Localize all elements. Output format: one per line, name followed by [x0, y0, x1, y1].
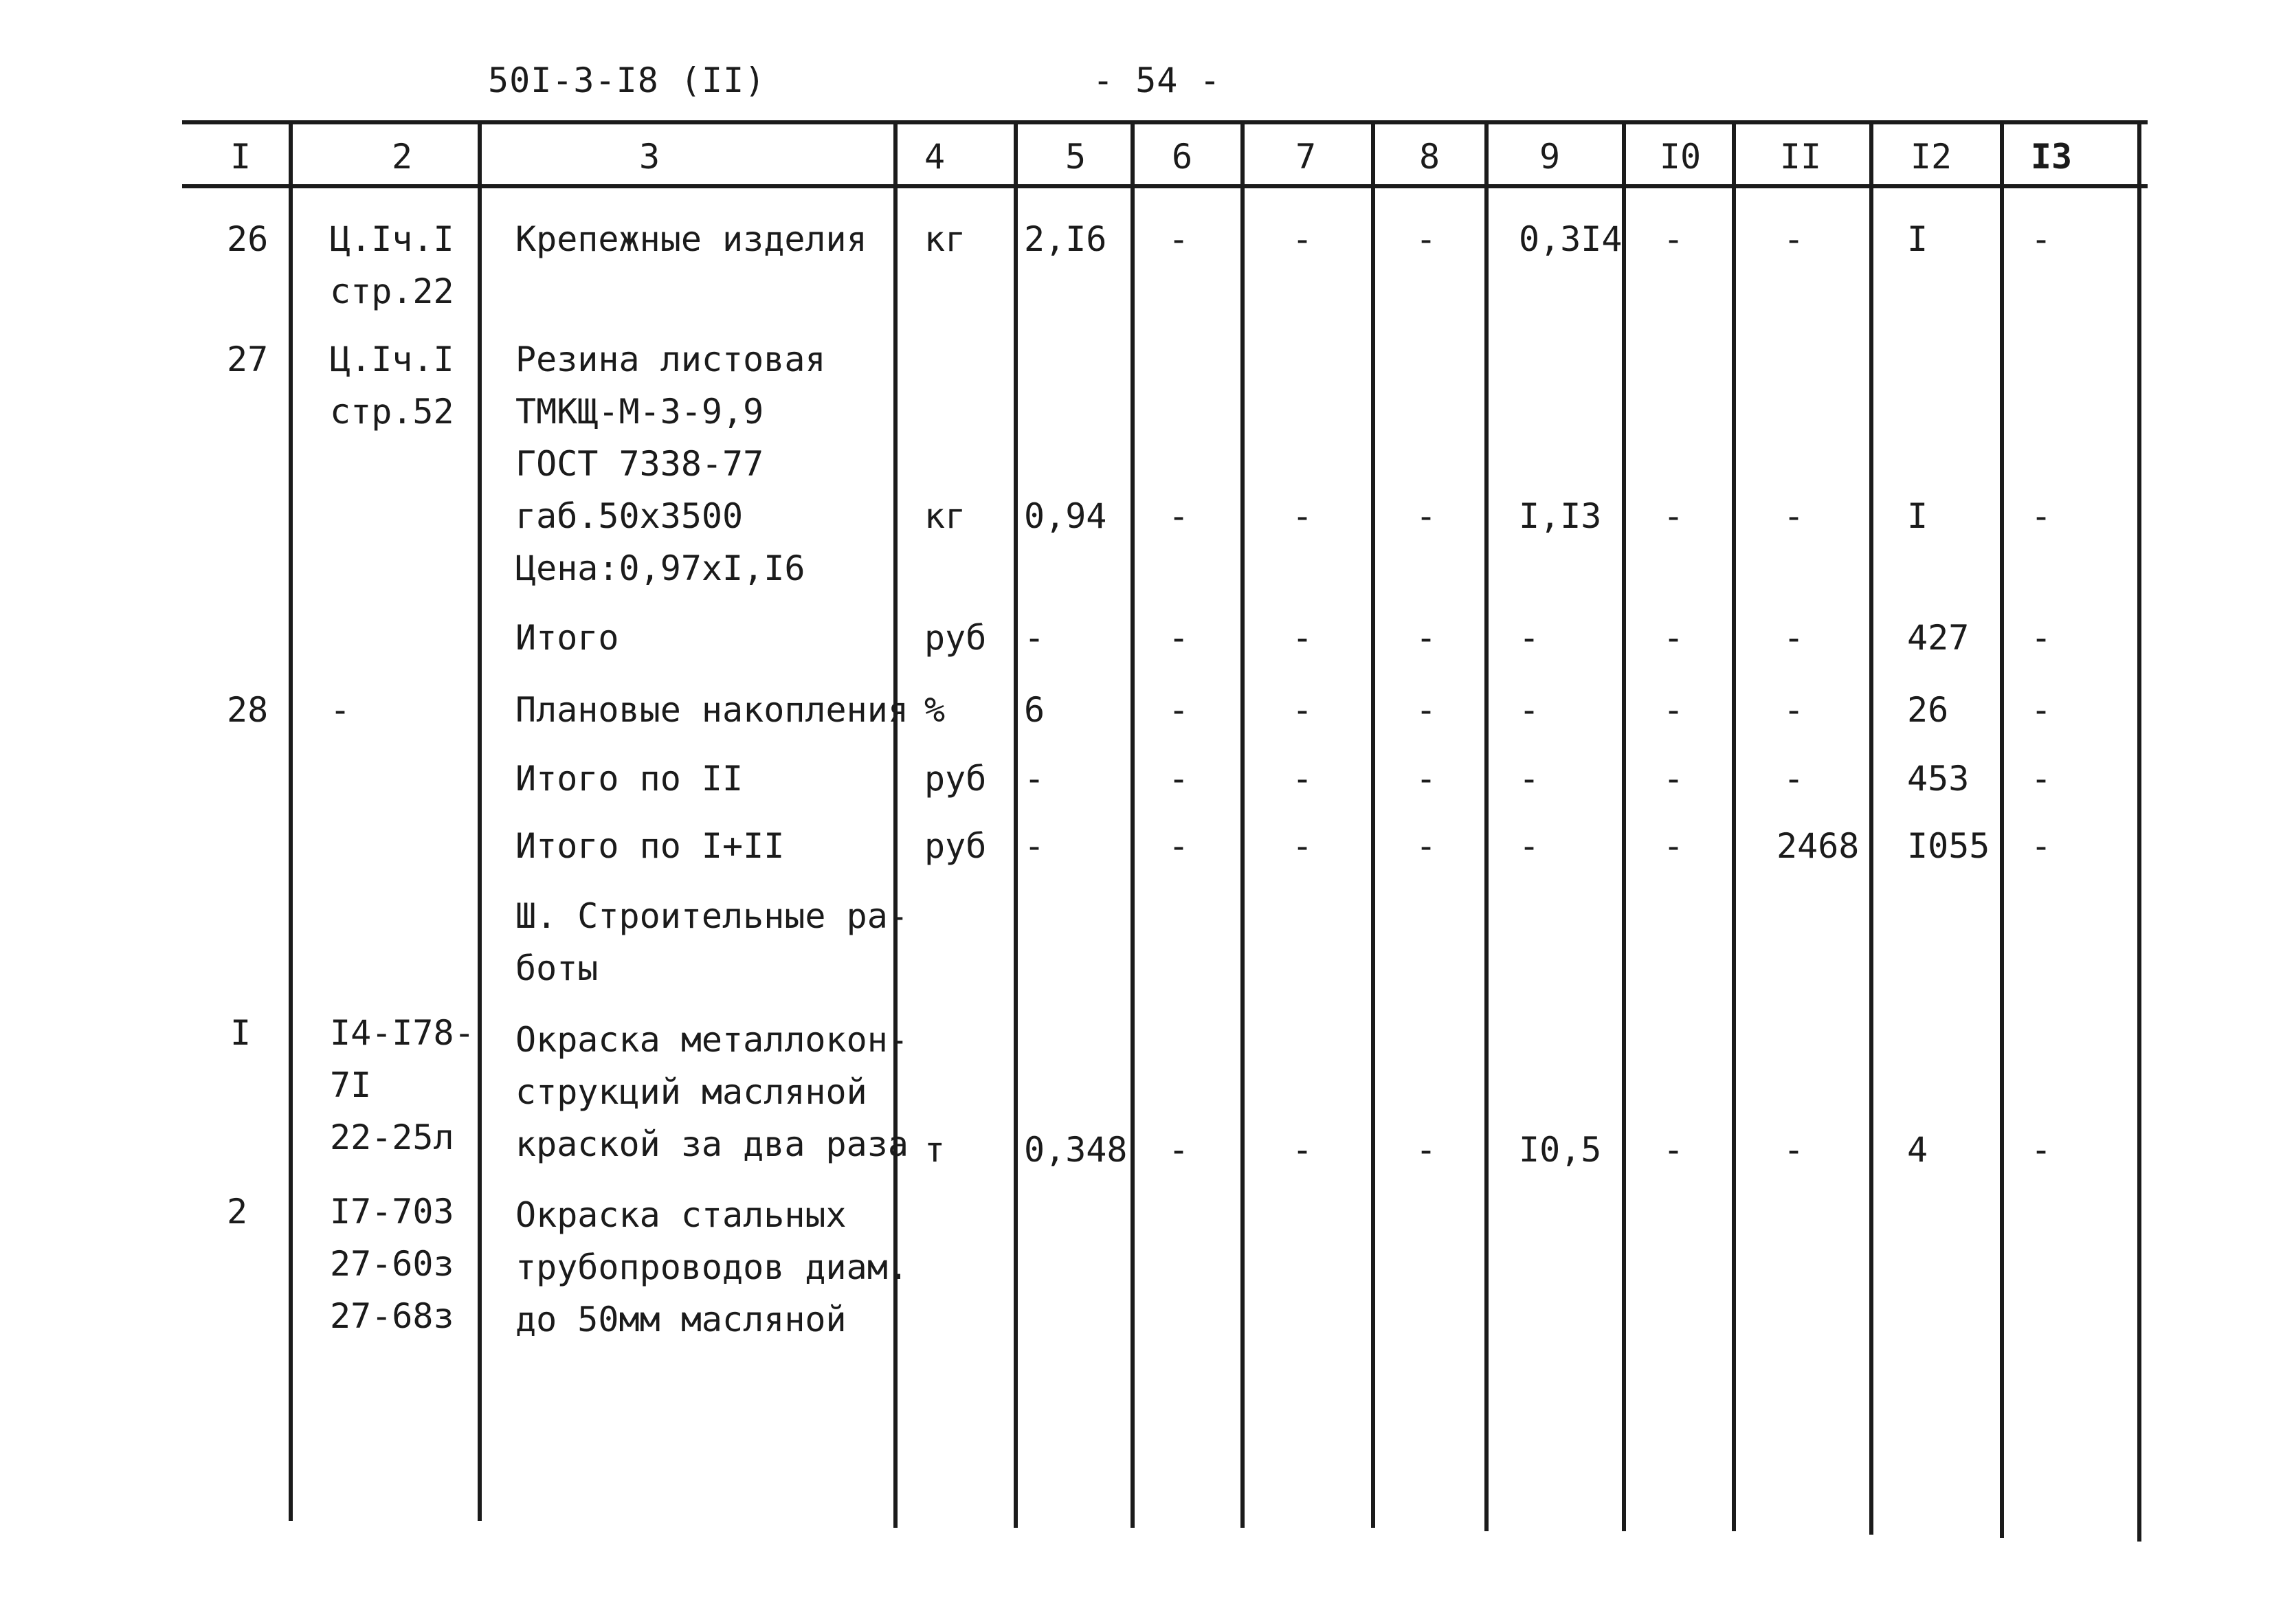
col6-value: - — [1168, 496, 1190, 536]
col5-value: 0,94 — [1024, 496, 1107, 536]
unit: % — [924, 690, 946, 730]
col6-value: - — [1168, 759, 1190, 799]
col7-value: - — [1292, 690, 1313, 730]
price-reference: Ц.Iч.I стр.52 — [330, 340, 454, 432]
col5-value: 2,I6 — [1024, 219, 1107, 259]
col5-value: - — [1024, 826, 1045, 866]
col11-value: - — [1783, 618, 1805, 658]
unit: руб — [924, 618, 987, 658]
unit: руб — [924, 826, 987, 866]
item-name: Итого по I+II — [515, 826, 785, 866]
col9-value: - — [1519, 759, 1540, 799]
column-divider — [1371, 122, 1375, 1528]
item-name: Итого — [515, 618, 619, 658]
col12-value: 26 — [1907, 690, 1949, 730]
col6-value: - — [1168, 219, 1190, 259]
row-number: 2 — [227, 1192, 248, 1232]
col13-value: - — [2031, 759, 2052, 799]
document-code: 50I-3-I8 (II) — [488, 60, 766, 100]
item-name: Плановые накопления — [515, 690, 909, 730]
price-reference: I4-I78- 7I 22-25л — [330, 1013, 475, 1157]
column-number: 7 — [1295, 137, 1317, 177]
col13-value: - — [2031, 1130, 2052, 1170]
column-number: I0 — [1659, 137, 1702, 177]
col11-value: - — [1783, 219, 1805, 259]
column-divider — [2000, 122, 2004, 1538]
row-number: I — [230, 1013, 252, 1053]
col10-value: - — [1663, 496, 1684, 536]
col8-value: - — [1416, 690, 1437, 730]
column-divider — [1131, 122, 1135, 1528]
item-name: Крепежные изделия — [515, 219, 867, 259]
col8-value: - — [1416, 496, 1437, 536]
col8-value: - — [1416, 618, 1437, 658]
column-number: 8 — [1418, 137, 1440, 177]
unit: т — [924, 1130, 946, 1170]
page-number: - 54 - — [1093, 60, 1221, 100]
header-bottom-rule — [182, 184, 2148, 188]
col8-value: - — [1416, 826, 1437, 866]
col9-value: - — [1519, 826, 1540, 866]
col9-value: - — [1519, 690, 1540, 730]
column-number: 3 — [638, 137, 660, 177]
row-number: 28 — [227, 690, 269, 730]
column-divider — [1014, 122, 1018, 1528]
col12-value: I055 — [1907, 826, 1990, 866]
col7-value: - — [1292, 219, 1313, 259]
col13-value: - — [2031, 618, 2052, 658]
col12-value: 453 — [1907, 759, 1970, 799]
column-divider — [289, 122, 293, 1521]
col12-value: I — [1907, 496, 1928, 536]
col5-value: - — [1024, 759, 1045, 799]
column-number: 5 — [1065, 137, 1087, 177]
price-reference: Ц.Iч.I стр.22 — [330, 219, 454, 311]
col10-value: - — [1663, 219, 1684, 259]
col6-value: - — [1168, 1130, 1190, 1170]
column-number: I — [230, 137, 252, 177]
col10-value: - — [1663, 690, 1684, 730]
col8-value: - — [1416, 219, 1437, 259]
col5-value: - — [1024, 618, 1045, 658]
col9-value: 0,3I4 — [1519, 219, 1623, 259]
col12-value: 427 — [1907, 618, 1970, 658]
column-number: 6 — [1171, 137, 1193, 177]
col7-value: - — [1292, 496, 1313, 536]
col10-value: - — [1663, 618, 1684, 658]
column-number: I3 — [2030, 137, 2073, 177]
col10-value: - — [1663, 1130, 1684, 1170]
unit: кг — [924, 496, 966, 536]
col10-value: - — [1663, 759, 1684, 799]
column-divider — [478, 122, 482, 1521]
column-number: I2 — [1910, 137, 1952, 177]
col5-value: 0,348 — [1024, 1130, 1128, 1170]
col6-value: - — [1168, 826, 1190, 866]
col7-value: - — [1292, 618, 1313, 658]
col13-value: - — [2031, 690, 2052, 730]
item-name: Окраска стальных трубопроводов диам. до 50мм масляной — [515, 1195, 909, 1339]
column-divider — [1622, 122, 1626, 1531]
unit: кг — [924, 219, 966, 259]
col10-value: - — [1663, 826, 1684, 866]
col8-value: - — [1416, 759, 1437, 799]
table-top-rule — [182, 120, 2148, 124]
col11-value: 2468 — [1777, 826, 1860, 866]
col13-value: - — [2031, 219, 2052, 259]
col7-value: - — [1292, 759, 1313, 799]
row-number: 27 — [227, 340, 269, 379]
unit: руб — [924, 759, 987, 799]
col13-value: - — [2031, 826, 2052, 866]
col12-value: 4 — [1907, 1130, 1928, 1170]
col7-value: - — [1292, 826, 1313, 866]
col11-value: - — [1783, 1130, 1805, 1170]
col9-value: - — [1519, 618, 1540, 658]
col6-value: - — [1168, 618, 1190, 658]
col11-value: - — [1783, 759, 1805, 799]
column-number: II — [1779, 137, 1822, 177]
col7-value: - — [1292, 1130, 1313, 1170]
column-divider — [1869, 122, 1873, 1535]
col12-value: I — [1907, 219, 1928, 259]
col9-value: I0,5 — [1519, 1130, 1602, 1170]
col5-value: 6 — [1024, 690, 1045, 730]
col11-value: - — [1783, 496, 1805, 536]
price-reference: I7-703 27-60з 27-68з — [330, 1192, 454, 1336]
item-name: Резина листовая ТМКЩ-М-3-9,9 ГОСТ 7338-77 габ.50х3500 Цена:0,97хI,I6 — [515, 340, 826, 588]
section-heading: Ш. Строительные ра- боты — [515, 896, 909, 988]
col6-value: - — [1168, 690, 1190, 730]
column-divider — [1240, 122, 1245, 1528]
col9-value: I,I3 — [1519, 496, 1602, 536]
price-reference: - — [330, 690, 351, 730]
col11-value: - — [1783, 690, 1805, 730]
column-number: 2 — [391, 137, 413, 177]
column-divider — [2137, 122, 2141, 1542]
col13-value: - — [2031, 496, 2052, 536]
row-number: 26 — [227, 219, 269, 259]
column-divider — [1484, 122, 1489, 1531]
item-name: Окраска металлокон- струкций масляной краской за два раза — [515, 1020, 909, 1164]
column-divider — [1732, 122, 1736, 1531]
col8-value: - — [1416, 1130, 1437, 1170]
column-number: 4 — [924, 137, 946, 177]
item-name: Итого по II — [515, 759, 744, 799]
column-number: 9 — [1539, 137, 1561, 177]
